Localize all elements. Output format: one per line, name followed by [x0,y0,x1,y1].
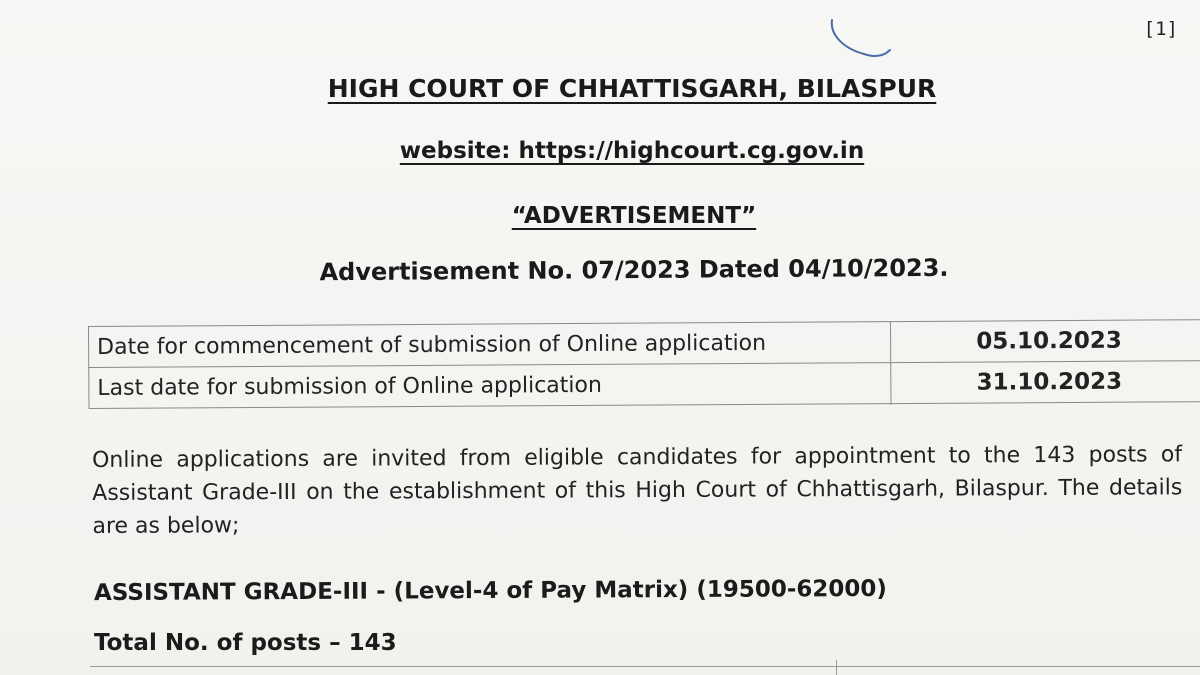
table-row [89,361,1200,409]
bottom-divider [90,666,1200,667]
commencement-date-value: 05.10.2023 [890,320,1200,363]
commencement-date-label: Date for commencement of submission of Online application [89,322,891,368]
important-dates-table [88,319,1200,409]
table-row [89,320,1200,368]
post-title: ASSISTANT GRADE-III - (Level-4 of Pay Matrix) (19500-62000) [93,575,887,607]
advertisement-label: “ADVERTISEMENT” [511,203,757,229]
pen-mark-icon [820,14,900,74]
bottom-divider-tick [836,660,837,675]
total-posts: Total No. of posts – 143 [94,630,397,656]
last-date-value: 31.10.2023 [891,361,1200,404]
intro-paragraph: Online applications are invited from eligible candidates for appointment to the 143 posts of Assistant Grade-III on the establishment of this High Court of Chhattisgarh, Bilaspur. The details are as below; [92,442,1183,539]
website-line: website: https://highcourt.cg.gov.in [399,138,865,164]
advertisement-number: Advertisement No. 07/2023 Dated 04/10/2023. [319,253,949,287]
court-name-heading: HIGH COURT OF CHHATTISGARH, BILASPUR [327,74,937,103]
page-number: [1] [1143,18,1178,40]
last-date-label: Last date for submission of Online application [89,363,891,409]
